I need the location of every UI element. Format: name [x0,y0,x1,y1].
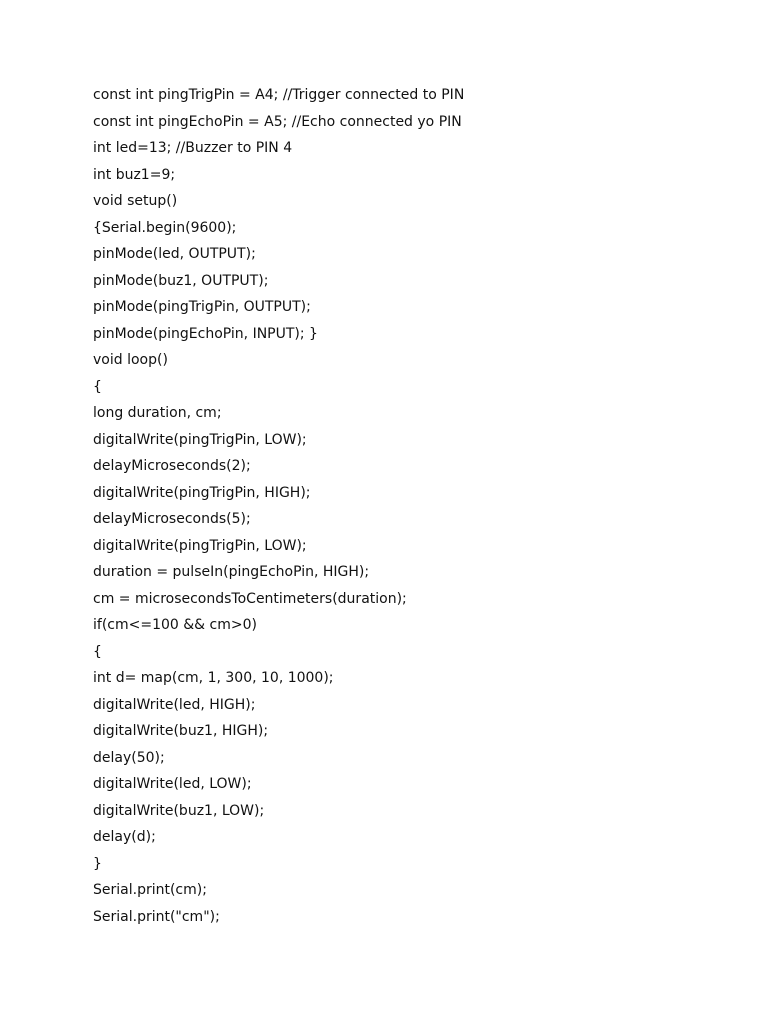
code-line: long duration, cm; [93,405,222,421]
code-line: delayMicroseconds(2); [93,458,251,474]
code-line: Serial.print(cm); [93,882,207,898]
code-line: const int pingEchoPin = A5; //Echo connected yo PIN [93,113,462,130]
code-line: digitalWrite(buz1, LOW); [93,802,265,819]
code-line: void setup() [93,193,178,209]
code-line: int led=13; //Buzzer to PIN 4 [93,140,293,156]
code-line: pinMode(pingTrigPin, OUTPUT); [93,299,311,315]
code-line: {Serial.begin(9600); [93,219,237,236]
code-line: cm = microsecondsToCentimeters(duration); [93,590,407,607]
code-line: digitalWrite(led, LOW); [93,776,252,792]
code-line: } [93,855,102,872]
code-line: digitalWrite(buz1, HIGH); [93,723,269,739]
code-line: if(cm<=100 && cm>0) [93,617,257,633]
code-line: delay(d); [93,829,156,845]
code-line: delayMicroseconds(5); [93,511,251,527]
code-line: int d= map(cm, 1, 300, 10, 1000); [93,670,334,686]
code-line: int buz1=9; [93,166,176,183]
code-line: digitalWrite(pingTrigPin, LOW); [93,537,307,554]
code-line: void loop() [93,352,168,368]
code-line: digitalWrite(pingTrigPin, LOW); [93,431,307,448]
code-line: Serial.print("cm"); [93,908,220,925]
code-line: { [93,378,102,395]
code-line: pinMode(pingEchoPin, INPUT); } [93,325,318,342]
code-line: const int pingTrigPin = A4; //Trigger connected to PIN [93,87,465,103]
code-line: duration = pulseIn(pingEchoPin, HIGH); [93,564,370,580]
code-line: delay(50); [93,749,165,766]
code-line: digitalWrite(led, HIGH); [93,696,256,713]
code-line: pinMode(buz1, OUTPUT); [93,272,269,289]
code-line: pinMode(led, OUTPUT); [93,246,256,262]
code-listing [93,82,693,930]
code-line: digitalWrite(pingTrigPin, HIGH); [93,484,311,501]
code-line: { [93,643,102,660]
